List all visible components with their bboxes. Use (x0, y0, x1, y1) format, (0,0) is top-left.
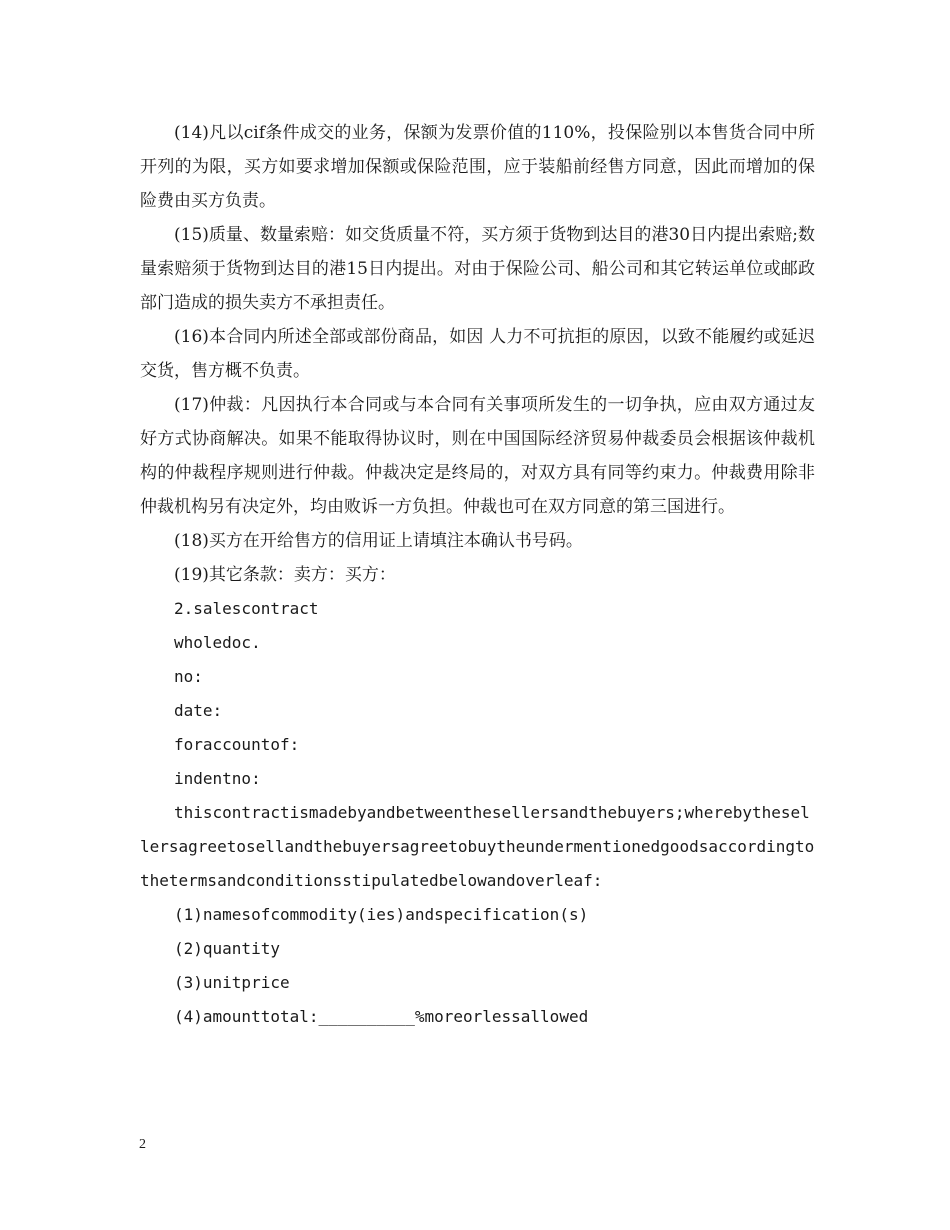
item-unit-price: (3)unitprice (174, 973, 290, 992)
item-amount-total: (4)amounttotal:__________%moreorlessallowed (174, 1007, 589, 1026)
document-body (140, 116, 815, 1034)
wholedoc-line: wholedoc. (174, 633, 261, 652)
clause-17: (17)仲裁：凡因执行本合同或与本合同有关事项所发生的一切争执，应由双方通过友好方式协商解决。如果不能取得协议时，则在中国国际经济贸易仲裁委员会根据该仲裁机构的仲裁程序规则进行仲裁。仲裁决定是终局的，对双方具有同等约束力。仲裁费用除非仲裁机构另有决定外，均由败诉一方负担。仲裁也可在双方同意的第三国进行。 (140, 395, 815, 517)
date-line: date: (174, 701, 223, 720)
clause-14: (14)凡以cif条件成交的业务，保额为发票价值的110%，投保险别以本售货合同中所开列的为限，买方如要求增加保额或保险范围，应于装船前经售方同意，因此而增加的保险费由买方负责。 (140, 123, 815, 211)
page-number: 2 (139, 1137, 146, 1152)
clause-15: (15)质量、数量索赔：如交货质量不符，买方须于货物到达目的港30日内提出索赔;数量索赔须于货物到达目的港15日内提出。对由于保险公司、船公司和其它转运单位或邮政部门造成的损失卖方不承担责任。 (140, 225, 815, 313)
item-commodity: (1)namesofcommodity(ies)andspecification(s) (174, 905, 589, 924)
clause-16: (16)本合同内所述全部或部份商品，如因 人力不可抗拒的原因，以致不能履约或延迟交货，售方概不负责。 (140, 327, 815, 381)
clause-19: (19)其它条款：卖方：买方： (174, 565, 396, 585)
no-line: no: (174, 667, 203, 686)
clause-18: (18)买方在开给售方的信用证上请填注本确认书号码。 (174, 531, 583, 551)
indent-no-line: indentno: (174, 769, 261, 788)
sales-contract-heading: 2.salescontract (174, 599, 319, 618)
contract-preamble: thiscontractismadebyandbetweenthesellersandthebuyers;wherebythesellersagreetosellandthebuyersagreetobuytheundermentionedgoodsaccordingtothetermsandconditionsstipulatedbelowandoverleaf: (140, 803, 815, 890)
for-account-of-line: foraccountof: (174, 735, 300, 754)
item-quantity: (2)quantity (174, 939, 280, 958)
